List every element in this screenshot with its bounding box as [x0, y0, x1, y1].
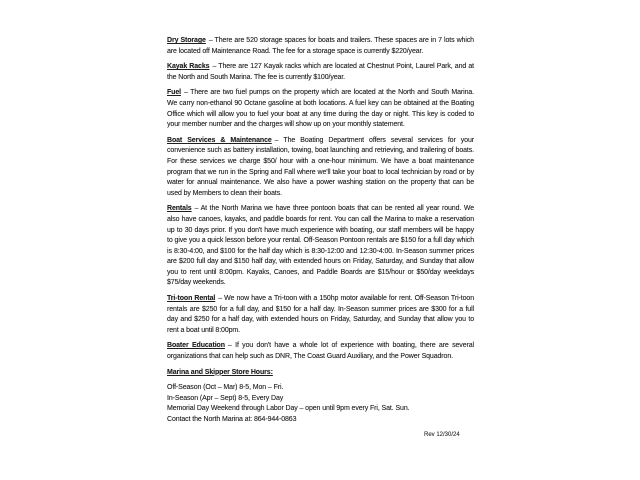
paragraph-body-tri-toon-rental: – We now have a Tri-toon with a 150hp motor available for rent. Off-Season Tri-toon rentals are $250 for a full day, and $150 for a half day. In-Season summer prices are $300 for a full day and $250 for a half day, with extended hours on Friday, Saturday, and Sunday that allow you to rent a boat until 8:00pm.: [167, 295, 474, 334]
paragraph-body-dry-storage: – There are 520 storage spaces for boats and trailers. These spaces are in 7 lots which are located off Maintenance Road. The fee for a storage space is currently $220/year.: [167, 37, 474, 55]
paragraph-rentals: [167, 204, 474, 289]
document-text-column: [167, 36, 474, 426]
section-heading-tri-toon-rental: Tri-toon Rental: [167, 295, 216, 303]
section-heading-boater-education: Boater Education: [167, 342, 225, 350]
paragraph-body-kayak-racks: – There are 127 Kayak racks which are located at Chestnut Point, Laurel Park, and at the North and South Marina. The fee is currently $100/year.: [167, 63, 474, 81]
paragraph-body-fuel: – There are two fuel pumps on the property which are located at the North and South Marina. We carry non-ethanol 90 Octane gasoline at both locations. A fuel key can be obtained at the Boating Office which will allow you to fuel your boat at any time during the day or night. This key is coded to your member number and the charges will show up on your monthly statement.: [167, 89, 474, 129]
paragraph-dry-storage: [167, 36, 474, 57]
store-hours-in-season: In-Season (Apr – Sept) 8-5, Every Day: [167, 394, 284, 402]
store-hours-list: [167, 383, 474, 425]
paragraph-boat-services-maintenance: [167, 136, 474, 200]
section-heading-rentals: Rentals: [167, 205, 192, 213]
paragraph-tri-toon-rental: [167, 294, 474, 336]
store-hours-memorial-labor-day: Memorial Day Weekend through Labor Day – open until 9pm every Fri, Sat. Sun.: [167, 405, 410, 413]
section-heading-marina-store-hours: Marina and Skipper Store Hours:: [167, 368, 273, 376]
store-hours-contact-phone: Contact the North Marina at: 864-944-0863: [167, 416, 297, 423]
paragraph-body-boater-education: – If you don't have a whole lot of experience with boating, there are several organizations that can help such as DNR, The Coast Guard Auxiliary, and the Power Squadron.: [167, 342, 474, 361]
section-heading-boat-services-maintenance: Boat Services & Maintenance: [167, 136, 272, 144]
section-heading-dry-storage: Dry Storage: [167, 37, 206, 44]
paragraph-fuel: [167, 88, 474, 130]
paragraph-body-rentals: – At the North Marina we have three pontoon boats that can be rented all year round. We also have canoes, kayaks, and paddle boards for rent. You can call the Marina to make a reservation up to 30 days prior. If you don't have much experience with boating, our staff members will be happy to give you a quick lesson before your rental. Off-Season Pontoon rentals are $150 for a full day which is 8:30-4:00, and $100 for the half day which is 8:30-12:00 and 12:30-4:00. In-Season summer prices are $200 full day and $150 half day, with extended hours on Friday, Saturday, and Sunday that allow you to rent until 8:00pm. Kayaks, Canoes, and Paddle Boards are $15/hour or $50/day weekdays $75/day weekends.: [167, 205, 474, 287]
section-heading-kayak-racks: Kayak Racks: [167, 63, 210, 71]
revision-date-footer: Rev 12/30/24: [424, 432, 460, 438]
section-heading-fuel: Fuel: [167, 89, 181, 97]
store-hours-off-season: Off-Season (Oct – Mar) 8-5, Mon – Fri.: [167, 384, 284, 392]
paragraph-body-boat-services-maintenance: – The Boating Department offers several services for your convenience such as battery installation, towing, boat launching and retrieving, and trailering of boats. For these services we charge $50/ hour with a one-hour minimum. We have a boat maintenance program that we run in the Spring and Fall where we'll take your boat to local technician by road or by water for annual maintenance. We also have a power washing station on the property that can be used by Members to clean their boats.: [167, 136, 474, 197]
paragraph-kayak-racks: [167, 62, 474, 83]
paragraph-boater-education: [167, 341, 474, 362]
